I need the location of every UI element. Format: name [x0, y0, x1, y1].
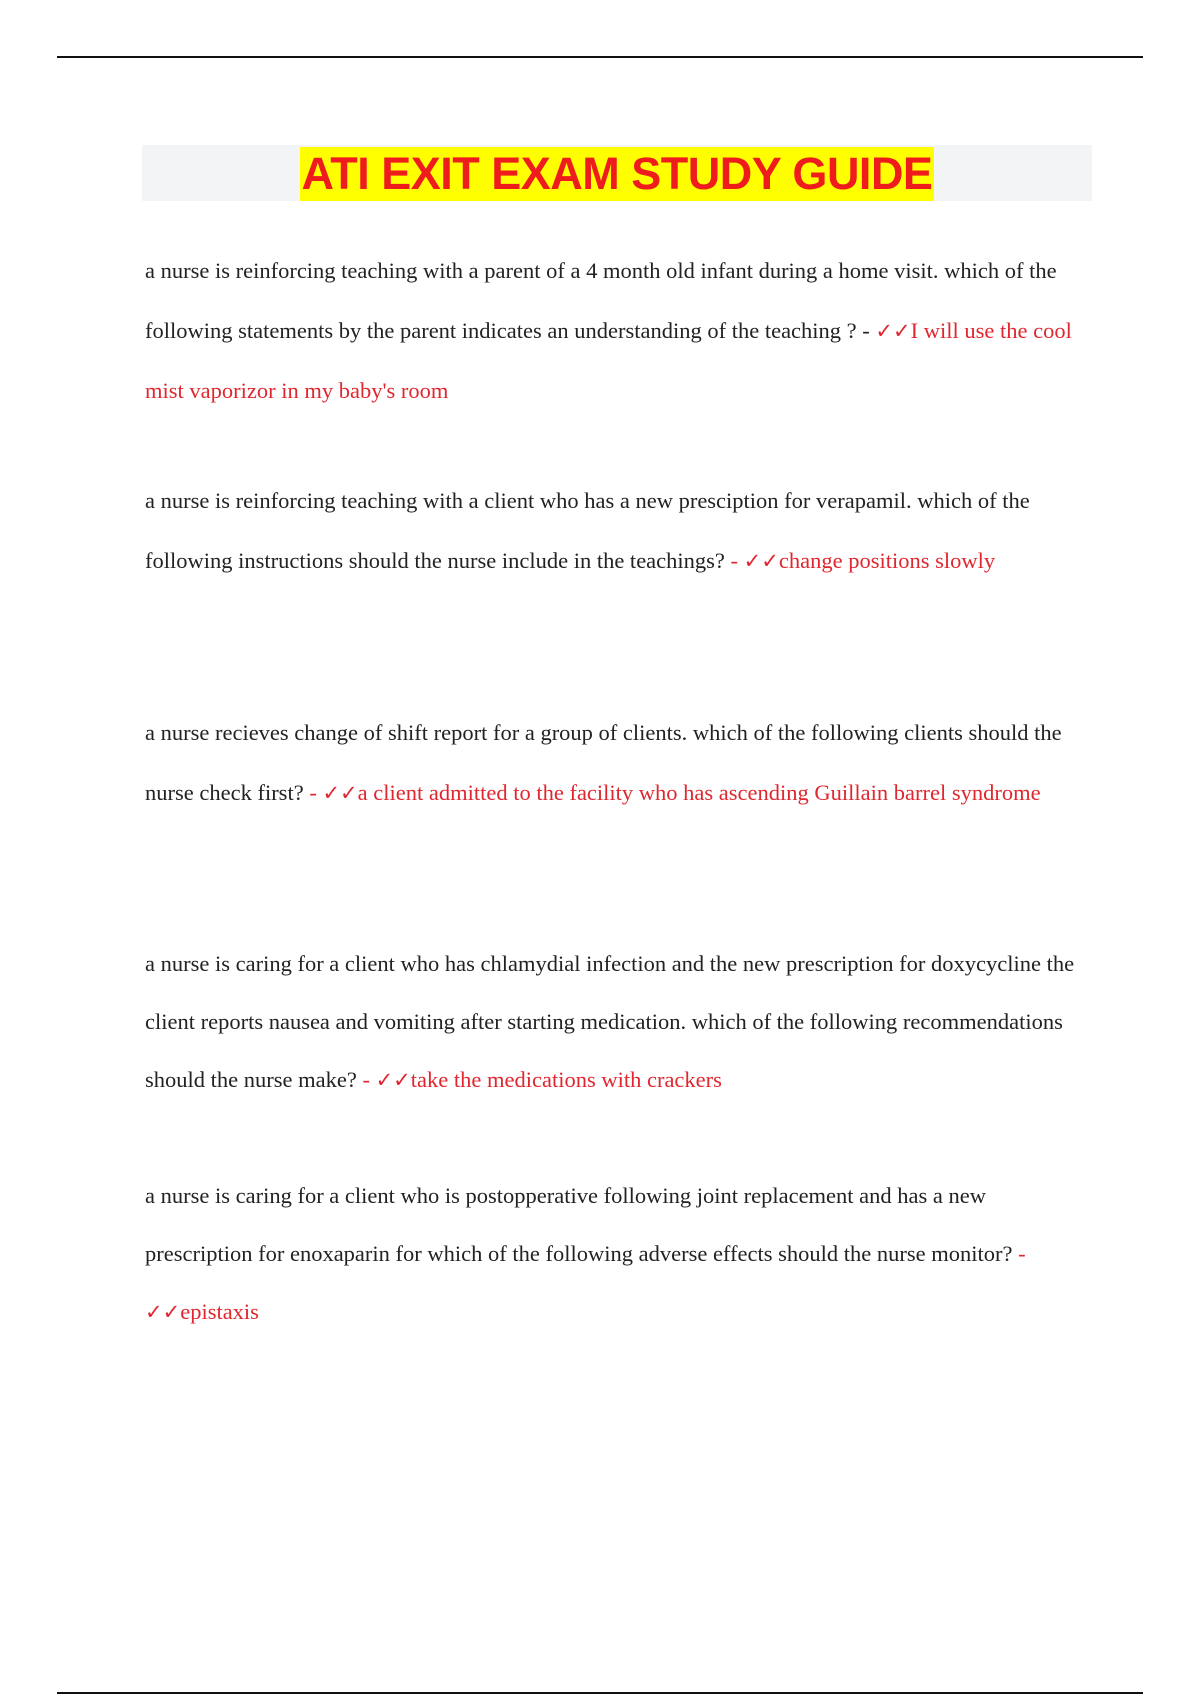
double-check-icon: ✓✓ — [322, 781, 358, 805]
top-rule — [57, 56, 1143, 58]
double-check-icon: ✓✓ — [145, 1300, 181, 1324]
question-text: a nurse is caring for a client who is postopperative following joint replacement and has a new prescription for enoxaparin for which of the following adverse effects should the nurse monitor? — [145, 1183, 1013, 1266]
qa-item — [145, 471, 1085, 591]
question-text: a nurse is reinforcing teaching with a parent of a 4 month old infant during a home visit. which of the following statements by the parent indicates an understanding of the teaching ? — [145, 258, 1057, 343]
answer-text: take the medications with crackers — [410, 1067, 722, 1092]
qa-item — [145, 241, 1085, 421]
answer-text: epistaxis — [180, 1299, 259, 1324]
qa-item — [145, 703, 1085, 823]
separator: - — [856, 318, 876, 343]
separator: - — [303, 780, 323, 805]
question-text: a nurse recieves change of shift report for a group of clients. which of the following clients should the nurse check first? — [145, 720, 1062, 805]
double-check-icon: ✓✓ — [875, 319, 911, 343]
answer-text: a client admitted to the facility who has ascending Guillain barrel syndrome — [357, 780, 1041, 805]
separator: - — [724, 548, 744, 573]
document-title: ATI EXIT EXAM STUDY GUIDE — [301, 148, 933, 199]
answer-text: change positions slowly — [778, 548, 996, 573]
separator: - — [356, 1067, 376, 1092]
question-text: a nurse is reinforcing teaching with a client who has a new presciption for verapamil. which of the following instructions should the nurse include in the teachings? — [145, 488, 1030, 573]
bottom-rule — [57, 1692, 1143, 1694]
question-text: a nurse is caring for a client who has chlamydial infection and the new prescription for doxycycline the client reports nausea and vomiting after starting medication. which of the following recommendations should the nurse make? — [145, 951, 1075, 1092]
answer-text: I will use the cool mist vaporizor in my baby's room — [145, 318, 1072, 403]
double-check-icon: ✓✓ — [375, 1068, 411, 1092]
separator: - — [1012, 1241, 1026, 1266]
title-band — [142, 145, 1092, 201]
double-check-icon: ✓✓ — [743, 549, 779, 573]
qa-item — [145, 1167, 1085, 1341]
qa-item — [145, 935, 1085, 1109]
